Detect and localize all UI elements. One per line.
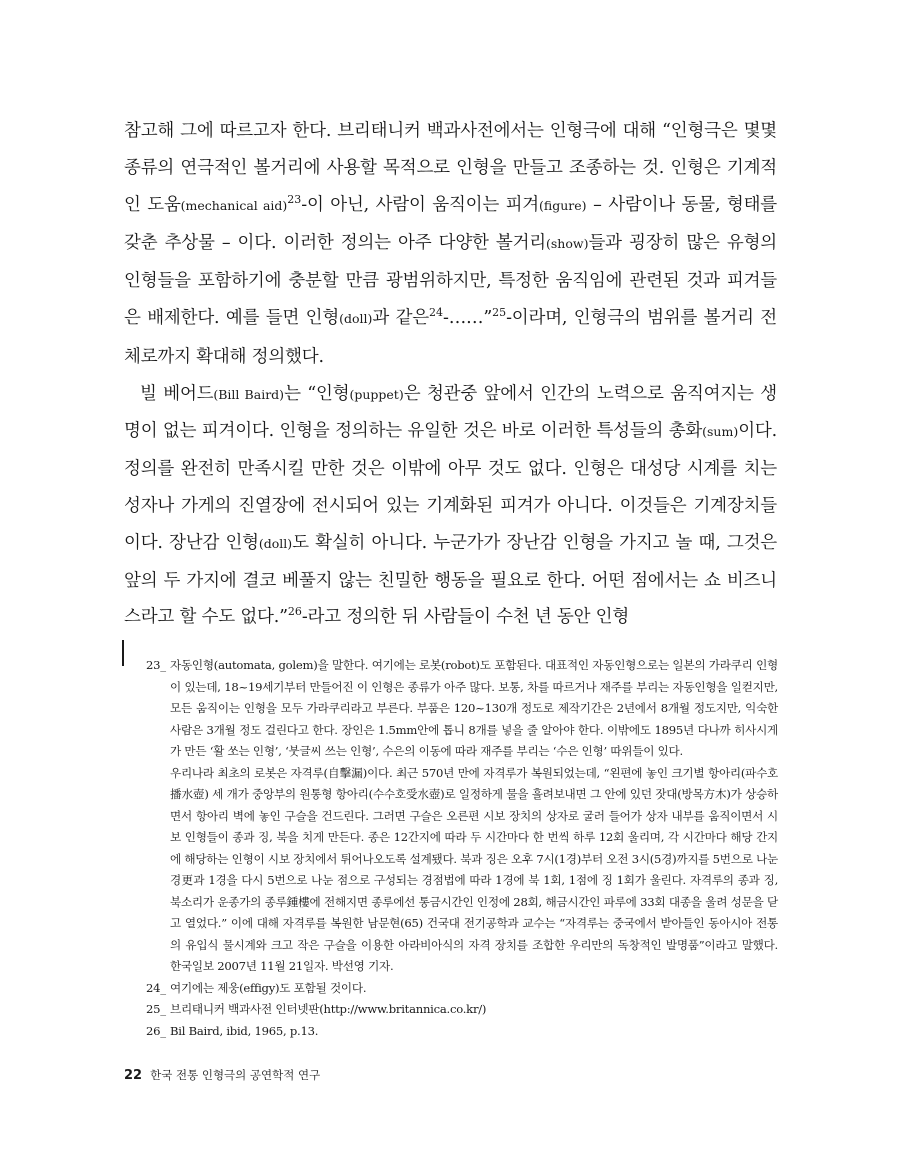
running-title: 한국 전통 인형극의 공연학적 연구 bbox=[150, 1068, 321, 1082]
footnote-23 bbox=[146, 655, 778, 978]
page-number: 22 bbox=[124, 1068, 143, 1083]
gloss: (sum) bbox=[702, 424, 739, 440]
footnote-ref-25[interactable]: 25 bbox=[492, 305, 507, 319]
footnote-text: 브리태니커 백과사전 인터넷판(http://www.britannica.co.kr/) bbox=[170, 1002, 487, 1016]
gloss: (show) bbox=[546, 236, 589, 252]
footnote-number: 26_ bbox=[146, 1023, 166, 1038]
footnote-text: 우리나라 최초의 로봇은 자격루(自擊漏)이다. 최근 570년 만에 자격루가 복원되었는데, “왼편에 놓인 크기별 항아리(파수호播水壺) 세 개가 중앙부의 원통형 항아리(수수호受水壺)로 일정하게 물을 흘려보내면 그 안에 있던 잣대(방목方木)가 상승하면서 항아리 벽에 놓인 구슬을 건드린다. 그러면 구슬은 오른편 시보 장치의 상자로 굴러 들어가 상자 내부를 움직이면서 시보 인형들이 종과 징, 북을 치게 만든다. 종은 12간지에 따라 두 시간마다 한 번씩 하루 12회 울리며, 각 시간마다 해당 간지에 해당하는 인형이 시보 장치에서 튀어나오도록 설계됐다. 북과 징은 오후 7시(1경)부터 오전 3시(5경)까지를 5번으로 나눈 경更과 1경을 다시 5번으로 나눈 점으로 구성되는 경점법에 따라 1경에 북 1회, 1점에 징 1회가 울린다. 자격루의 종과 징, 북소리가 운종가의 종루鍾樓에 전해지면 종루에선 통금시간인 인정에 28회, 해금시간인 파루에 33회 대종을 울려 성문을 닫고 열었다.” 이에 대해 자격루를 복원한 남문현(65) 건국대 전기공학과 교수는 “자격루는 중국에서 받아들인 동아시아 전통의 유입식 물시계와 크고 작은 구슬을 이용한 아라비아식의 자격 장치를 조합한 우리만의 독창적인 발명품”이라고 말했다. 한국일보 2007년 11월 21일자. 박선영 기자. bbox=[170, 765, 778, 973]
gloss: (doll) bbox=[258, 535, 293, 551]
paragraph-1: 참고해 그에 따르고자 한다. 브리태니커 백과사전에서는 인형극에 대해 “인형극은 몇몇 종류의 연극적인 볼거리에 사용할 목적으로 인형을 만들고 조종하는 것. 인형은 기계적인 도움(mechanical aid)$^{23}$-이 아닌, 사람이 움직이는 피겨(figure) – 사람이나 동물, 형태를 갖춘 추상물 – 이다. 이러한 정의는 아주 다양한 볼거리(show)들과 굉장히 많은 유형의 인형들을 포함하기에 충분할 만큼 광범위하지만, 특정한 움직임에 관련된 것과 피겨들은 배제한다. 예를 들면 인형(doll)과 같은$^{24}$-……”$^{25}$-이라며, 인형극의 범위를 볼거리 전체로까지 확대해 정의했다. bbox=[124, 121, 778, 367]
gloss: (mechanical aid) bbox=[180, 197, 288, 213]
main-text bbox=[124, 113, 777, 638]
gloss: (puppet) bbox=[349, 386, 404, 402]
gloss: (doll) bbox=[339, 310, 373, 326]
footnote-text: 자동인형(automata, golem)을 말한다. 여기에는 로봇(robot)도 포함된다. 대표적인 자동인형으로는 일본의 가라쿠리 인형이 있는데, 18~19세기부터 만들어진 이 인형은 종류가 아주 많다. 보통, 차를 따르거나 재주를 부리는 자동인형을 일컫지만, 모든 움직이는 인형을 모두 가라쿠리라고 부른다. 부품은 120~130개 정도로 제작기간은 2년에서 8개월 정도지만, 익숙한 사람은 3개월 정도 걸린다고 한다. 장인은 1.5mm안에 톱니 8개를 넣을 줄 알아야 한다. 이밖에도 1895년 다나까 히사시게가 만든 ‘활 쏘는 인형’, ‘붓글씨 쓰는 인형’, 수은의 이동에 따라 재주를 부리는 ‘수은 인형’ 따위들이 있다. bbox=[170, 658, 778, 758]
page-footer bbox=[124, 1067, 320, 1083]
footnote-25 bbox=[146, 999, 778, 1021]
footnote-ref-26[interactable]: 26 bbox=[287, 605, 302, 619]
footnote-number: 24_ bbox=[146, 980, 166, 995]
footnote-ref-24[interactable]: 24 bbox=[429, 305, 444, 319]
paragraph-2: 빌 베어드(Bill Baird)는 “인형(puppet)은 청관중 앞에서 인간의 노력으로 움직여지는 생명이 없는 피겨이다. 인형을 정의하는 유일한 것은 바로 이러한 특성들의 총화(sum)이다. 정의를 완전히 만족시킬 만한 것은 이밖에 아무 것도 없다. 인형은 대성당 시계를 치는 성자나 가게의 진열장에 전시되어 있는 기계화된 피겨가 아니다. 이것들은 기계장치들이다. 장난감 인형(doll)도 확실히 아니다. 누군가가 장난감 인형을 가지고 놀 때, 그것은 앞의 두 가지에 결코 베풀지 않는 친밀한 행동을 필요로 한다. 어떤 점에서는 쇼 비즈니스라고 할 수도 없다.”$^{26}$-라고 정의한 뒤 사람들이 수천 년 동안 인형 bbox=[124, 383, 777, 628]
footnote-text: 여기에는 제웅(effigy)도 포함될 것이다. bbox=[170, 980, 367, 995]
footnote-24 bbox=[146, 978, 778, 1000]
footnote-text: Bil Baird, ibid, 1965, p.13. bbox=[170, 1023, 319, 1038]
footnotes bbox=[146, 655, 778, 1042]
footnote-26 bbox=[146, 1021, 778, 1043]
footnote-number: 23_ bbox=[146, 658, 166, 672]
footnote-number: 25_ bbox=[146, 1002, 166, 1016]
footnote-ref-23[interactable]: 23 bbox=[287, 192, 302, 206]
gloss: (Bill Baird) bbox=[213, 386, 285, 402]
gloss: (figure) bbox=[539, 197, 587, 213]
footnote-divider bbox=[122, 640, 124, 666]
